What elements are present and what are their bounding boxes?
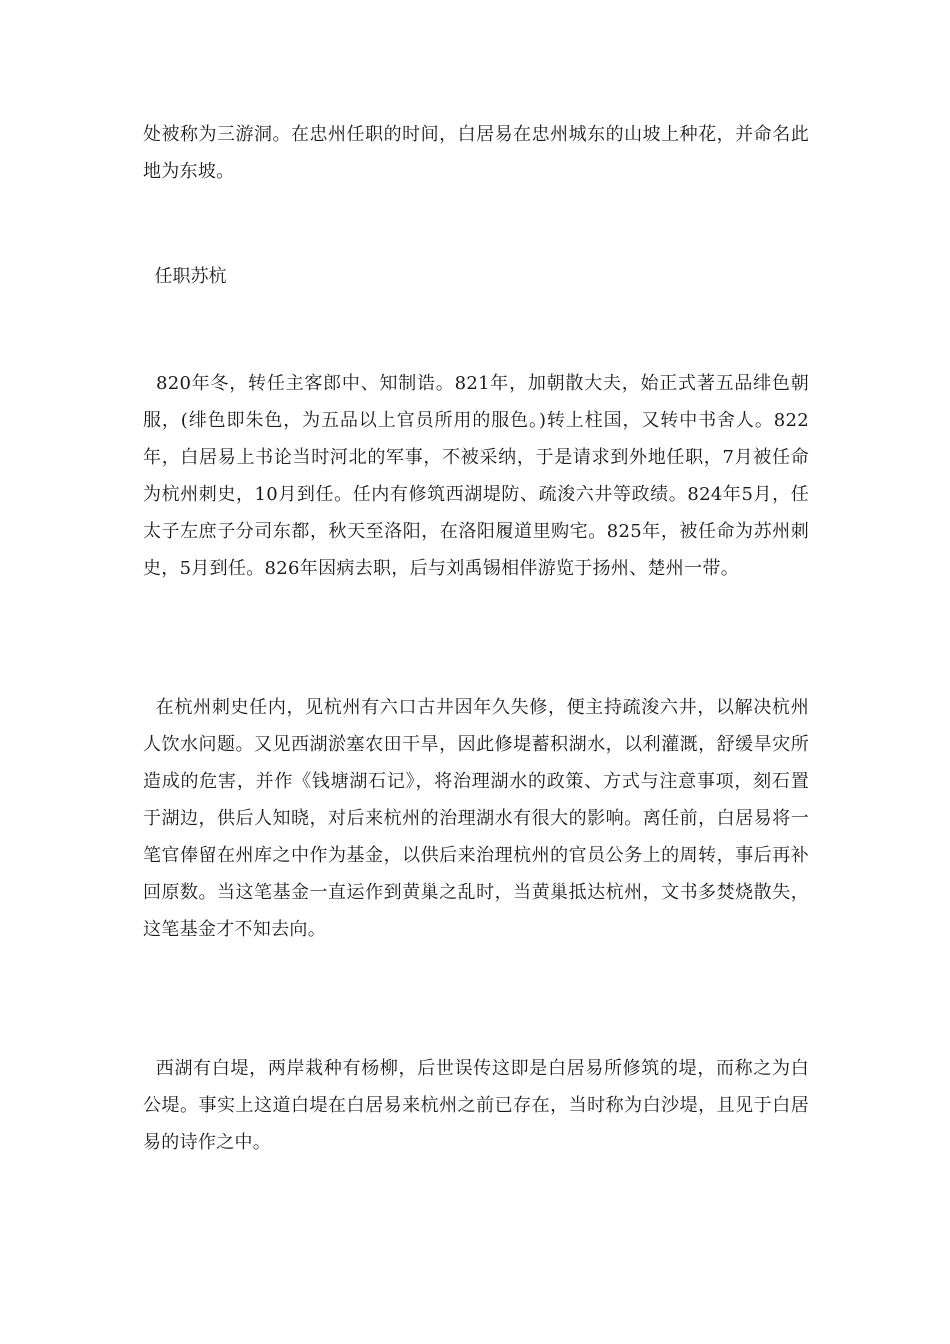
paragraph-sanyou-cave: 处被称为三游洞。在忠州任职的时间，白居易在忠州城东的山坡上种花，并命名此地为东坡。 [143, 124, 809, 182]
paragraph-career-820: 820年冬，转任主客郎中、知制诰。821年，加朝散大夫，始正式著五品绯色朝服，(绯色即朱色，为五品以上官员所用的服色。)转上柱国，又转中书舍人。822年，白居易上书论当时河北的军事，不被采纳，于是请求到外地任职，7月被任命为杭州刺史，10月到任。任内有修筑西湖堤防、疏浚六井等政绩。824年5月，任太子左庶子分司东都，秋天至洛阳，在洛阳履道里购宅。825年，被任命为苏州刺史，5月到任。826年因病去职，后与刘禹锡相伴游览于扬州、楚州一带。 [143, 373, 810, 579]
paragraph-bai-causeway: 西湖有白堤，两岸栽种有杨柳，后世误传这即是白居易所修筑的堤，而称之为白公堤。事实上这道白堤在白居易来杭州之前已存在，当时称为白沙堤，且见于白居易的诗作之中。 [143, 1058, 809, 1153]
section-heading-suhang: 任职苏杭 [154, 266, 227, 287]
paragraph-hangzhou-wells: 在杭州刺史任内，见杭州有六口古井因年久失修，便主持疏浚六井，以解决杭州人饮水问题。又见西湖淤塞农田干旱，因此修堤蓄积湖水，以利灌溉，舒缓旱灾所造成的危害，并作《钱塘湖石记》，将治理湖水的政策、方式与注意事项，刻石置于湖边，供后人知晓，对后来杭州的治理湖水有很大的影响。离任前，白居易将一笔官俸留在州库之中作为基金，以供后来治理杭州的官员公务上的周转，事后再补回原数。当这笔基金一直运作到黄巢之乱时，当黄巢抵达杭州，文书多焚烧散失，这笔基金才不知去向。 [143, 697, 809, 940]
